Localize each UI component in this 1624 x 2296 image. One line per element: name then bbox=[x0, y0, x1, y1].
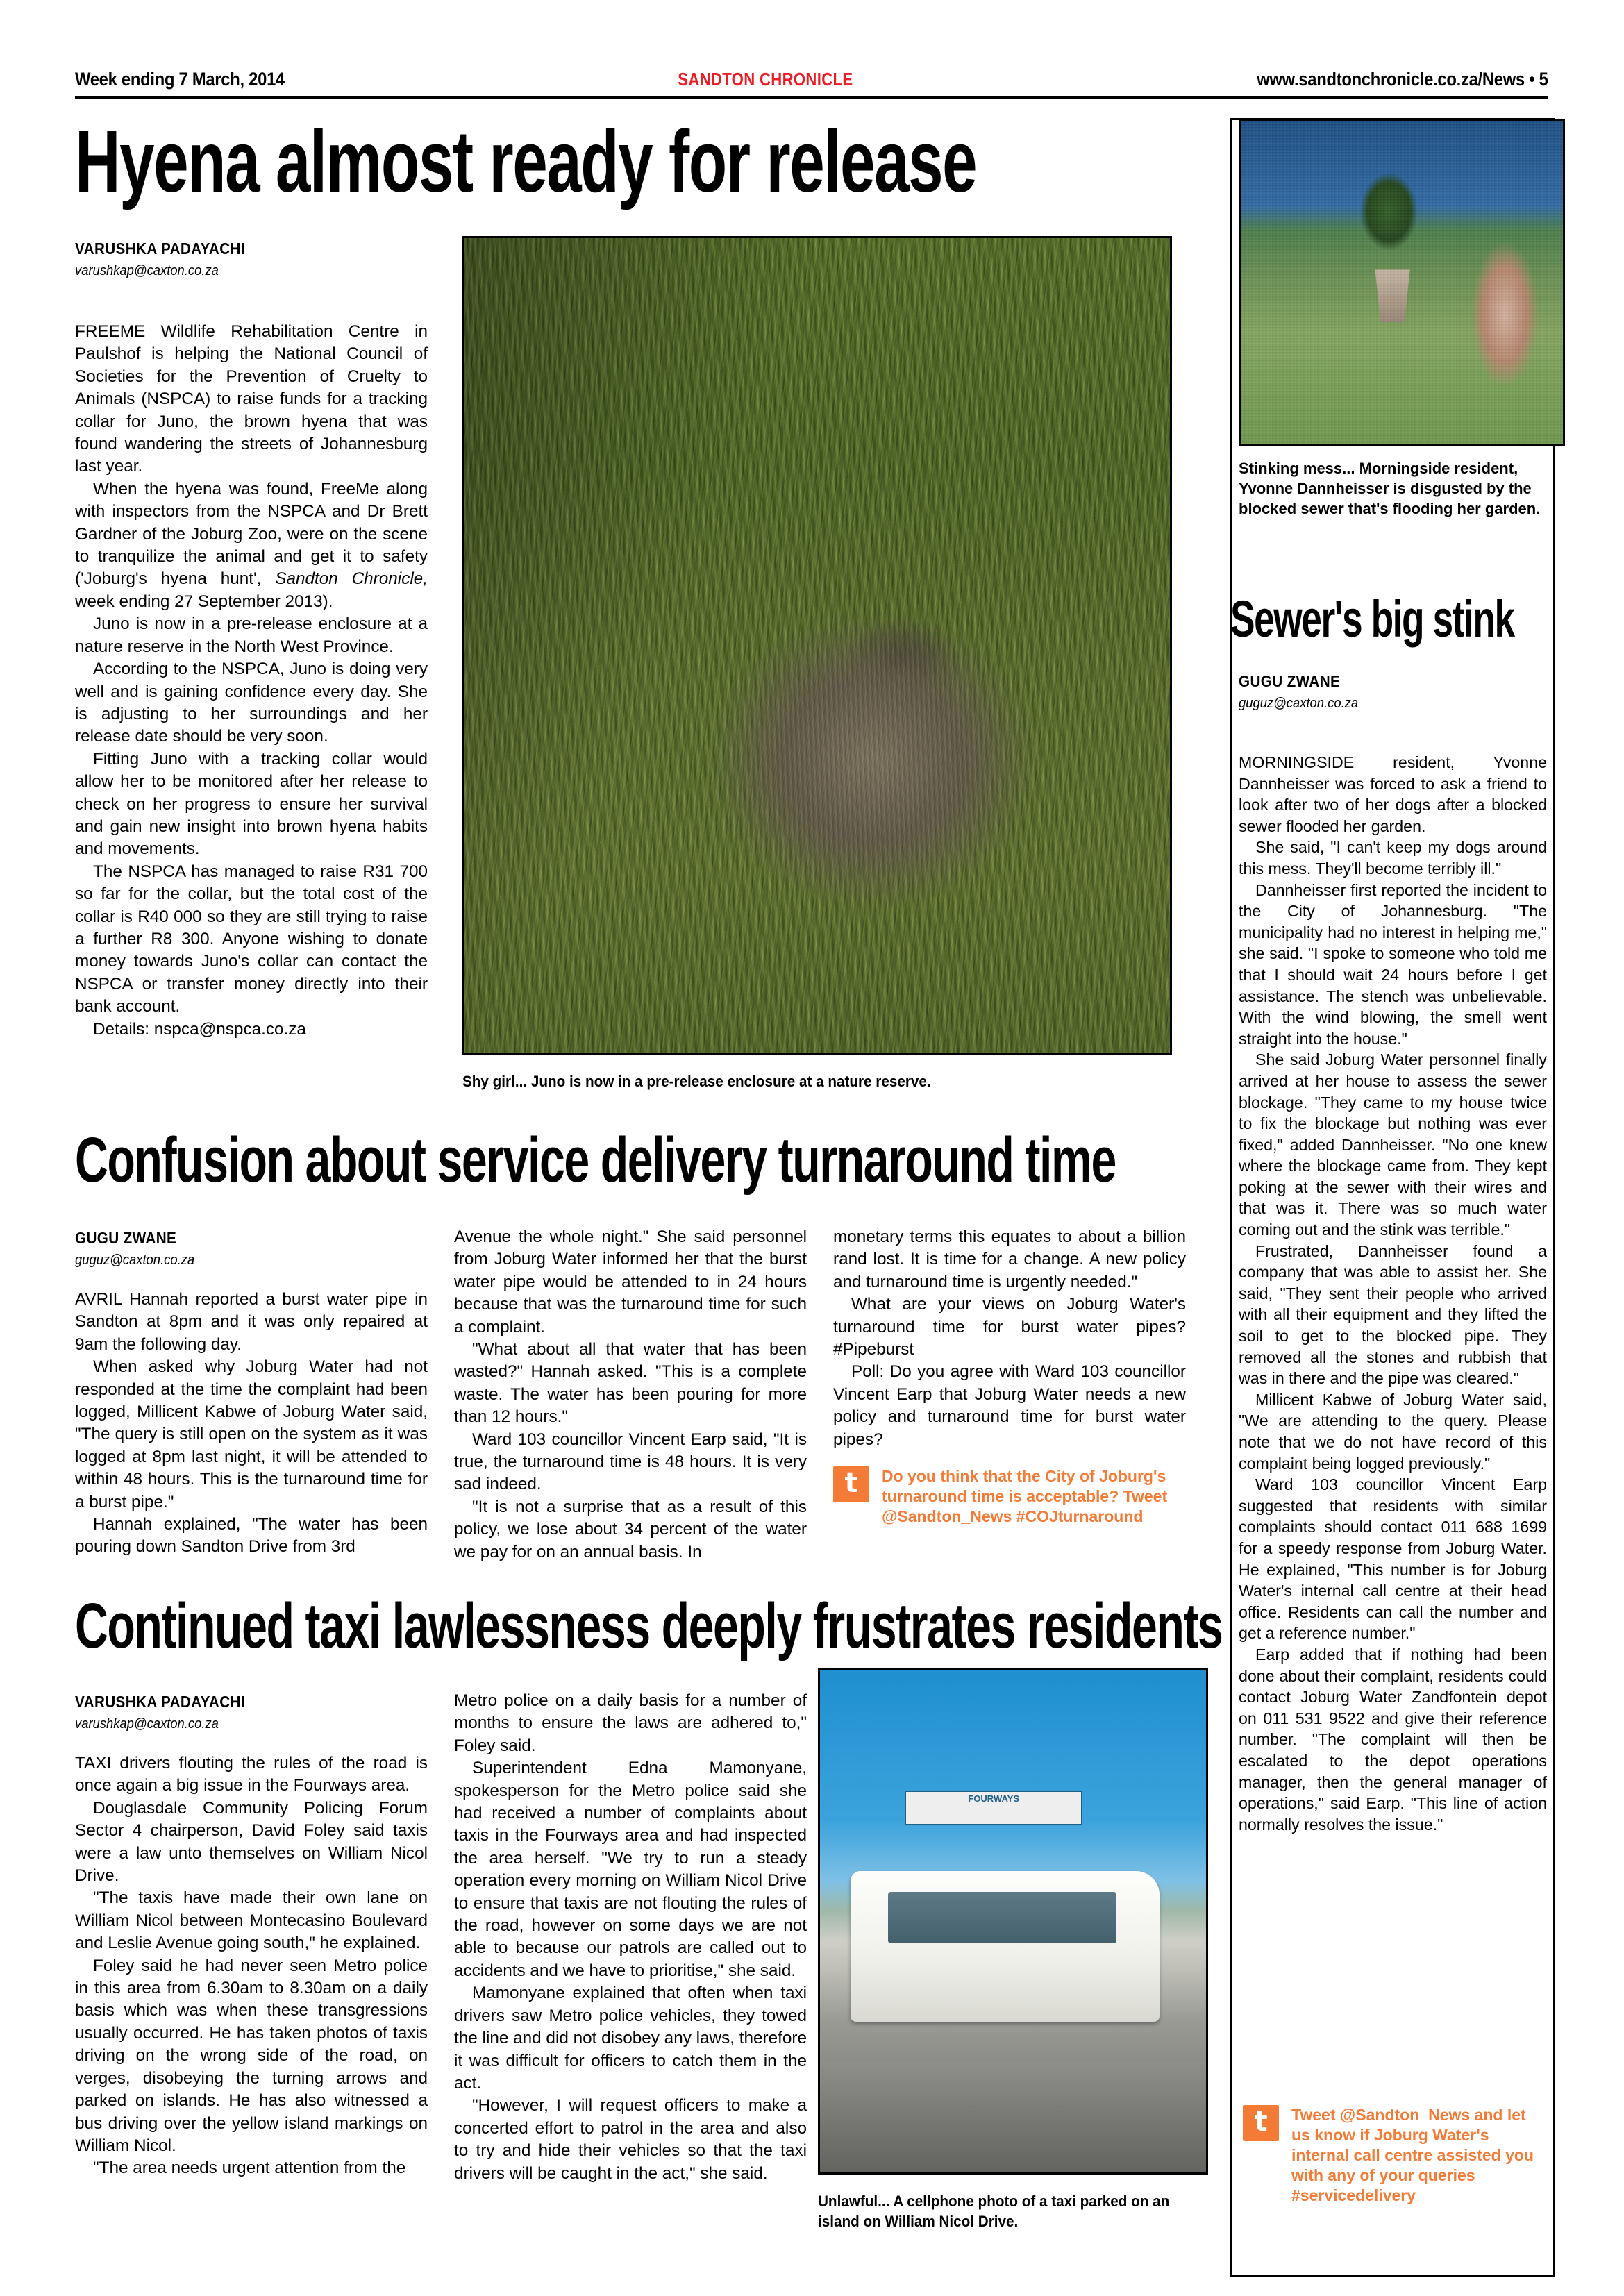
paragraph: Douglasdale Community Policing Forum Sector 4 chairperson, David Foley said taxis were a law unto themselves on William Nicol Drive. bbox=[75, 1798, 428, 1886]
taxi-headline: Continued taxi lawlessness deeply frustrates residents bbox=[75, 1591, 1223, 1661]
taxi-byline bbox=[75, 1693, 428, 1732]
paragraph: "The area needs urgent attention from the bbox=[93, 2159, 406, 2178]
masthead-section: /News • 5 bbox=[1477, 69, 1548, 90]
sewer-byline-email: guguz@caxton.co.za bbox=[1239, 696, 1359, 711]
twitter-bird-icon: t bbox=[1243, 2105, 1279, 2141]
sewer-byline bbox=[1239, 672, 1547, 712]
plant-pot-shape bbox=[1370, 269, 1416, 322]
masthead-website: www.sandtonchronicle.co.za bbox=[1257, 69, 1478, 90]
paragraph: According to the NSPCA, Juno is doing very well and is gaining confidence every day. She is adjusting to her surroundings and her release date should be very soon. bbox=[75, 660, 428, 746]
turnaround-headline: Confusion about service delivery turnaround time bbox=[75, 1125, 1116, 1196]
hyena-byline-email: varushkap@caxton.co.za bbox=[75, 263, 219, 278]
paragraph: What are your views on Joburg Water's turnaround time for burst water pipes? #Pipeburst bbox=[833, 1295, 1186, 1359]
masthead-rule bbox=[75, 96, 1548, 99]
paragraph: monetary terms this equates to about a billion rand lost. It is time for a change. A new policy and turnaround time is urgently needed." bbox=[833, 1227, 1186, 1291]
fourways-road-sign: FOURWAYS bbox=[905, 1791, 1082, 1826]
paragraph: Earp added that if nothing had been done about their complaint, residents could contact Joburg Water Zandfontein depot on 011 531 9522 and give their reference number. "The complaint will then be escalated to the depot operations manager, then the general manager of operations," said Earp. "This line of action normally resolves the issue." bbox=[1239, 1645, 1547, 1834]
sewer-headline: Sewer's big stink bbox=[1230, 590, 1514, 648]
sewer-tweet-text: Tweet @Sandton_News and let us know if Joburg Water's internal call centre assisted you with any of your queries #servicedelivery bbox=[1291, 2106, 1534, 2204]
paragraph: When the hyena was found, FreeMe along with inspectors from the NSPCA and Dr Brett Gardner of the Joburg Zoo, were on the scene to tranquilize the animal and get it to safety ('Joburg's hyena hunt', Sandton Chronicle, week ending 27 September 2013). bbox=[75, 479, 428, 611]
hyena-headline: Hyena almost ready for release bbox=[75, 112, 977, 210]
paragraph: Avenue the whole night." She said personnel from Joburg Water informed her that the burst water pipe would be attended to in 24 hours because that was the turnaround time for such a complaint. bbox=[454, 1227, 807, 1336]
hyena-byline bbox=[75, 240, 428, 279]
paragraph: Mamonyane explained that often when taxi drivers saw Metro police vehicles, they towed the line and did not disobey any laws, therefore it was difficult for officers to catch them in the act. bbox=[454, 1984, 807, 2093]
paragraph: Metro police on a daily basis for a number of months to ensure the laws are adhered to," Foley said. bbox=[454, 1691, 807, 1755]
paragraph: AVRIL Hannah reported a burst water pipe in Sandton at 8pm and it was only repaired at 9am the following day. bbox=[75, 1290, 428, 1354]
turnaround-tweet-callout[interactable] bbox=[833, 1466, 1194, 1527]
paragraph: MORNINGSIDE resident, Yvonne Dannheisser was forced to ask a friend to look after two of her dogs after a blocked sewer flooded her garden. bbox=[1239, 753, 1547, 835]
taxi-byline-email: varushkap@caxton.co.za bbox=[75, 1716, 219, 1732]
paragraph: "However, I will request officers to make a concerted effort to patrol in the area and also to try and hide their vehicles so that the taxi drivers will be caught in the act," she said. bbox=[454, 2096, 807, 2183]
paragraph: She said Joburg Water personnel finally arrived at her house to assess the sewer blockage. "They came to my house twice to fix the blockage but nothing was ever fixed," added Dannheisser. "No one knew where the blockage came from. They kept poking at the sewer with their wires and that was it. There was so much water coming out and the stink was terrible." bbox=[1239, 1050, 1547, 1239]
taxi-body-column-1 bbox=[75, 1752, 428, 2180]
masthead-date: Week ending 7 March, 2014 bbox=[75, 69, 285, 90]
taxi-road-shape bbox=[820, 2062, 1206, 2172]
paragraph: Fitting Juno with a tracking collar would allow her to be monitored after her release to check on her progress to ensure her survival and gain new insight into brown hyena habits and movements. bbox=[75, 749, 428, 859]
sewer-byline-name: GUGU ZWANE bbox=[1239, 672, 1341, 690]
masthead-website-section bbox=[1257, 69, 1548, 90]
turnaround-byline-name: GUGU ZWANE bbox=[75, 1229, 177, 1247]
masthead-publication-title: SANDTON CHRONICLE bbox=[678, 69, 853, 90]
sewer-photo-caption: Stinking mess... Morningside resident, Yvonne Dannheisser is disgusted by the blocked sewer that's flooding her garden. bbox=[1239, 460, 1541, 517]
paragraph: Juno is now in a pre-release enclosure at a nature reserve in the North West Province. bbox=[75, 614, 428, 656]
hyena-photo bbox=[462, 236, 1172, 1055]
turnaround-body-column-3 bbox=[833, 1226, 1186, 1451]
paragraph: Millicent Kabwe of Joburg Water said, "We are attending to the query. Please note that we do not have record of this complaint being logged previously." bbox=[1239, 1390, 1547, 1473]
masthead bbox=[75, 56, 1548, 90]
turnaround-byline-email: guguz@caxton.co.za bbox=[75, 1252, 195, 1268]
turnaround-body-column-2 bbox=[454, 1226, 807, 1564]
taxi-byline-name: VARUSHKA PADAYACHI bbox=[75, 1693, 245, 1711]
taxi-body-column-2 bbox=[454, 1690, 807, 2185]
paragraph: Superintendent Edna Mamonyane, spokesperson for the Metro police said she had received a number of complaints about taxis in the Fourways area and had inspected the area herself. "We try to run a steady operation every morning on William Nicol Drive to ensure that taxis are not flouting the rules of the road, however on some days we are not able to because our patrols are called out to accidents and we have to prioritise," she said. bbox=[454, 1759, 807, 1980]
hyena-body-column bbox=[75, 321, 428, 1041]
turnaround-byline bbox=[75, 1229, 428, 1268]
paragraph: "What about all that water that has been wasted?" Hannah asked. "This is a complete waste. The water has been pouring for more than 12 hours." bbox=[454, 1340, 807, 1427]
sewer-photo bbox=[1239, 119, 1565, 446]
paragraph: Hannah explained, "The water has been pouring down Sandton Drive from 3rd bbox=[75, 1515, 428, 1557]
paragraph: She said, "I can't keep my dogs around this mess. They'll become terribly ill." bbox=[1239, 838, 1547, 878]
sewer-tweet-callout[interactable] bbox=[1243, 2105, 1541, 2206]
paragraph: Ward 103 councillor Vincent Earp suggested that residents with similar complaints should contact 011 688 1699 for a speedy response from Joburg Water. He explained, "This number is for Joburg Water's internal call centre at their head office. Residents can call the number and get a reference number." bbox=[1239, 1475, 1547, 1643]
paragraph: Frustrated, Dannheisser found a company that was able to assist her. She said, "They sent their people who arrived with all their equipment and they lifted the soil to get to the blocked pipe. They removed all the stones and rubbish that was in there and the pipe was cleared." bbox=[1239, 1241, 1547, 1388]
paragraph: Ward 103 councillor Vincent Earp said, "It is true, the turnaround time is 48 hours. It is very sad indeed. bbox=[454, 1430, 807, 1494]
turnaround-tweet-text: Do you think that the City of Joburg's turnaround time is acceptable? Tweet @Sandton_News #COJturnaround bbox=[882, 1467, 1168, 1525]
paragraph: Dannheisser first reported the incident to the City of Johannesburg. "The municipality had no interest in helping me," she said. "I spoke to someone who told me that I should wait 24 hours before I get assistance. The stench was unbelievable. With the wind blowing, the smell went straight into the house." bbox=[1239, 880, 1547, 1048]
paragraph: When asked why Joburg Water had not responded at the time the complaint had been logged, Millicent Kabwe of Joburg Water said, "The query is still open on the system as it was logged at 8pm last night, it will be attended to within 48 hours. This is the turnaround time for a burst pipe." bbox=[75, 1357, 428, 1511]
sewer-body-column bbox=[1239, 752, 1547, 1835]
taxi-vehicle-shape bbox=[851, 1871, 1160, 2022]
twitter-bird-icon: t bbox=[833, 1466, 869, 1502]
hyena-byline-name: VARUSHKA PADAYACHI bbox=[75, 240, 245, 258]
paragraph: "It is not a surprise that as a result of this policy, we lose about 34 percent of the water we pay for on an annual basis. In bbox=[454, 1497, 807, 1561]
hyena-photo-caption: Shy girl... Juno is now in a pre-release enclosure at a nature reserve. bbox=[462, 1073, 931, 1090]
paragraph: FREEME Wildlife Rehabilitation Centre in Paulshof is helping the National Council of Societies for the Prevention of Cruelty to Animals (NSPCA) to raise funds for a tracking collar for Juno, the brown hyena that was found wandering the streets of Johannesburg last year. bbox=[75, 322, 428, 476]
taxi-photo bbox=[818, 1668, 1208, 2175]
paragraph: "The taxis have made their own lane on William Nicol between Montecasino Boulevard and Leslie Avenue going south," he explained. bbox=[75, 1888, 428, 1953]
paragraph: Details: nspca@nspca.co.za bbox=[93, 1019, 306, 1039]
paragraph: TAXI drivers flouting the rules of the road is once again a big issue in the Fourways area. bbox=[75, 1754, 428, 1795]
paragraph: Poll: Do you agree with Ward 103 councillor Vincent Earp that Joburg Water needs a new policy and turnaround time for burst water pipes? bbox=[833, 1362, 1186, 1449]
taxi-window-shape bbox=[888, 1892, 1116, 1943]
paragraph: The NSPCA has managed to raise R31 700 so far for the collar, but the total cost of the collar is R40 000 so they are still trying to raise a further R8 300. Anyone wishing to donate money towards Juno's collar can contact the NSPCA or transfer money directly into their bank account. bbox=[75, 862, 428, 1016]
turnaround-body-column-1 bbox=[75, 1289, 428, 1559]
taxi-photo-caption: Unlawful... A cellphone photo of a taxi parked on an island on William Nicol Drive. bbox=[818, 2193, 1170, 2230]
paragraph: Foley said he had never seen Metro police in this area from 6.30am to 8.30am on a daily basis which was when these transgressions usually occurred. He has taken photos of taxis driving on the wrong side of the road, on verges, disobeying the turning arrows and parked on islands. He has also witnessed a bus driving over the yellow island markings on William Nicol. bbox=[75, 1956, 428, 2155]
